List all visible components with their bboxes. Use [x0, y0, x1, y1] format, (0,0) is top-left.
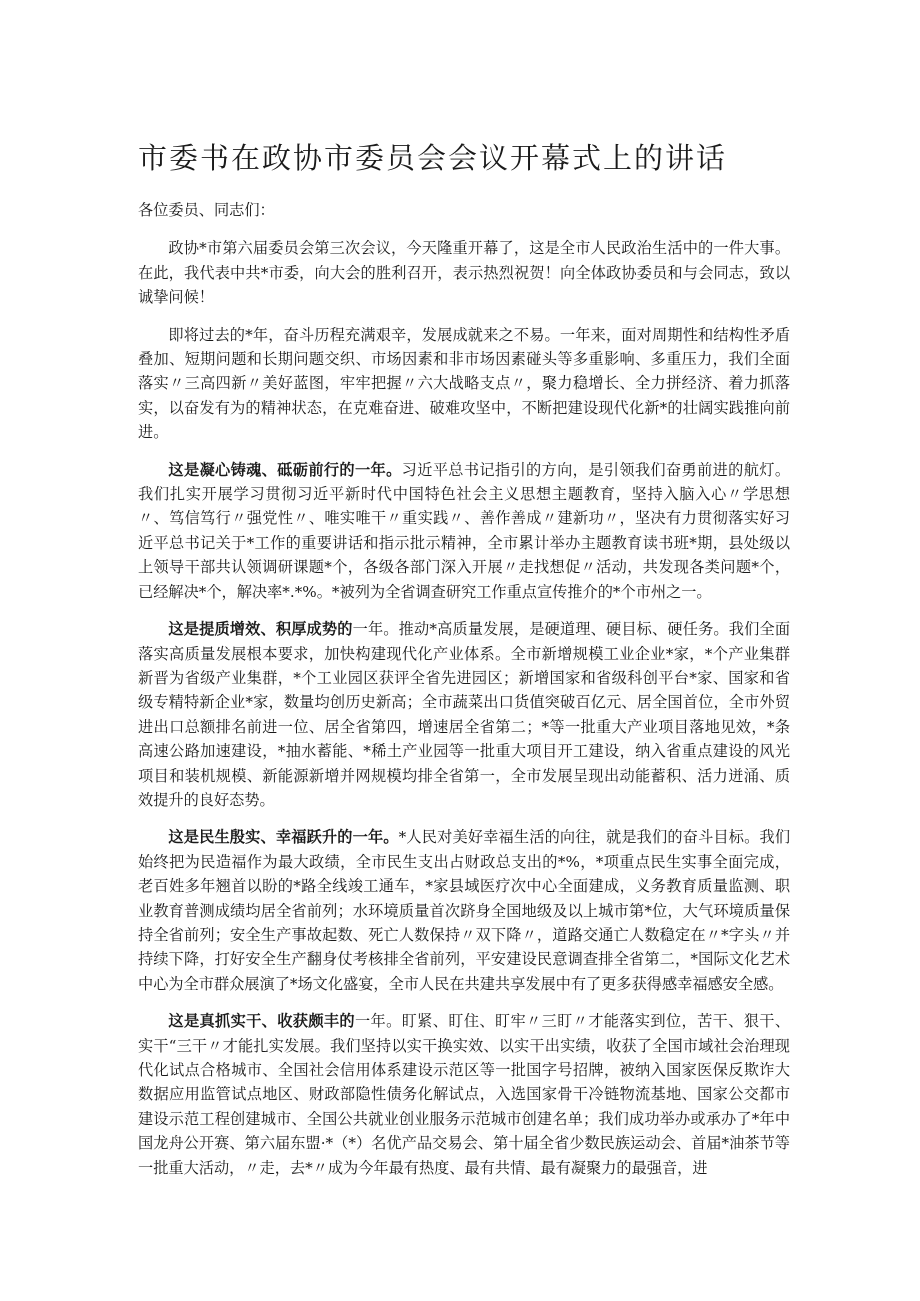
document-title: 市委书在政协市委员会会议开幕式上的讲话: [138, 141, 728, 175]
paragraph-text: 政协*市第六届委员会第三次会议，今天隆重开幕了，这是全市人民政治生活中的一件大事。在此，我代表中共*市委，向大会的胜利召开，表示热烈祝贺！向全体政协委员和与会同志，致以诚挚问候！: [138, 239, 790, 307]
greeting: 各位委员、同志们：: [138, 201, 275, 219]
paragraph-text: 一年。盯紧、盯住、盯牢〃三盯〃才能落实到位，苦干、狠干、实干“三干〃才能扎实发展。我们坚持以实干换实效、以实干出实绩，收获了全国市域社会治理现代化试点合格城市、全国社会信用体系建设示范区等一批国字号招牌，被纳入国家医保反欺诈大数据应用监管试点地区、财政部隐性债务化解试点，入选国家骨干冷链物流基地、国家公交都市建设示范工程创建城市、全国公共就业创业服务示范城市创建名单；我们成功举办或承办了*年中国龙舟公开赛、第六届东盟·*（*）名优产品交易会、第十届全省少数民族运动会、首届*油茶节等一批重大活动，〃走，去*〃成为今年最有热度、最有共情、最有凝聚力的最强音，进: [138, 1012, 791, 1177]
paragraph-text: 习近平总书记指引的方向，是引领我们奋勇前进的航灯。我们扎实开展学习贯彻习近平新时代中国特色社会主义思想主题教育，坚持入脑入心〃学思想〃、笃信笃行〃强党性〃、唯实唯干〃重实践〃、善作善成〃建新功〃，坚决有力贯彻落实好习近平总书记关于*工作的重要讲话和指示批示精神，全市累计举办主题教育读书班*期，县处级以上领导干部共认领调研课题*个，各级各部门深入开展〃走找想促〃活动，共发现各类问题*个，已经解决*个，解决率*.*%。*被列为全省调查研究工作重点宣传推介的*个市州之一。: [138, 460, 791, 601]
paragraph-ideology: [138, 458, 790, 604]
paragraph-livelihood: [138, 825, 790, 996]
paragraph-year-review: [138, 323, 790, 445]
paragraph-opening: [138, 236, 790, 309]
paragraph-lead: 这是民生殷实、幸福跃升的一年。: [168, 828, 399, 847]
paragraph-text: 即将过去的*年，奋斗历程充满艰辛，发展成就来之不易。一年来，面对周期性和结构性矛盾叠加、短期问题和长期问题交织、市场因素和非市场因素碰头等多重影响、多重压力，我们全面落实〃三高四新〃美好蓝图，牢牢把握〃六大战略支点〃，聚力稳增长、全力拼经济、着力抓落实，以奋发有为的精神状态，在克难奋进、破难攻坚中，不断把建设现代化新*的壮阔实践推向前进。: [138, 325, 790, 442]
document-body: [138, 140, 790, 1193]
paragraph-development: [138, 617, 790, 812]
paragraph-lead: 这是真抓实干、收获颇丰的: [168, 1012, 355, 1031]
paragraph-lead: 这是凝心铸魂、砥砺前行的一年。: [168, 460, 402, 479]
paragraph-achievements: [138, 1009, 790, 1180]
paragraph-text: *人民对美好幸福生活的向往，就是我们的奋斗目标。我们始终把为民造福作为最大政绩，全市民生支出占财政总支出的*%，*项重点民生实事全面完成，老百姓多年翘首以盼的*路全线竣工通车，*家县域医疗次中心全面建成，义务教育质量监测、职业教育普测成绩均居全省前列；水环境质量首次跻身全国地级及以上城市第*位，大气环境质量保持全省前列；安全生产事故起数、死亡人数保持〃双下降〃，道路交通亡人数稳定在〃*字头〃并持续下降，打好安全生产翻身仗考核排全省前列，平安建设民意调查排全省第二，*国际文化艺术中心为全市群众展演了*场文化盛宴，全市人民在共建共享发展中有了更多获得感幸福感安全感。: [138, 828, 791, 993]
paragraph-text: 一年。推动*高质量发展，是硬道理、硬目标、硬任务。我们全面落实高质量发展根本要求，加快构建现代化产业体系。全市新增规模工业企业*家，*个产业集群新晋为省级产业集群，*个工业园区获评全省先进园区；新增国家和省级科创平台*家、国家和省级专精特新企业*家，数量均创历史新高；全市蔬菜出口货值突破百亿元、居全国首位，全市外贸进出口总额排名前进一位、居全省第四，增速居全省第二；*等一批重大产业项目落地见效，*条高速公路加速建设，*抽水蓄能、*稀土产业园等一批重大项目开工建设，纳入省重点建设的风光项目和装机规模、新能源新增并网规模均排全省第一，全市发展呈现出动能蓄积、活力迸涌、质效提升的良好态势。: [138, 620, 791, 809]
paragraph-lead: 这是提质增效、积厚成势的: [168, 620, 353, 639]
